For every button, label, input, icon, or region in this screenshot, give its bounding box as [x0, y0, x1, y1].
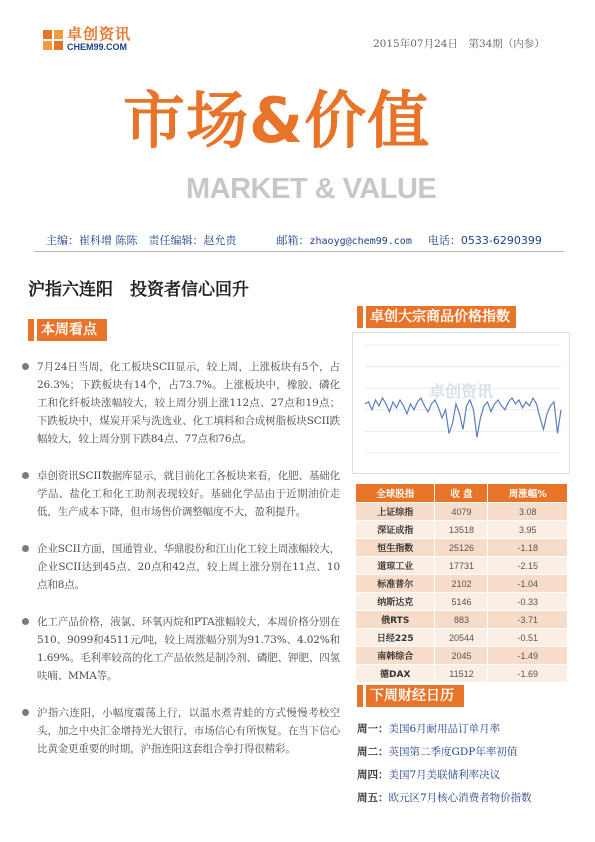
calendar-day: 周一：	[357, 723, 389, 735]
index-name-cell: 上证综指	[356, 503, 435, 521]
change-cell: 3.95	[488, 521, 568, 539]
close-cell: 2045	[435, 647, 488, 665]
chart-watermark: 卓创资讯	[428, 382, 494, 401]
table-header: 收 盘	[435, 484, 488, 503]
list-item	[22, 704, 340, 758]
main-title: 市场&价值	[123, 84, 431, 157]
section-calendar-header	[357, 685, 464, 707]
calendar-day: 周四：	[357, 769, 389, 781]
section-index-header	[357, 306, 516, 328]
close-cell: 883	[435, 611, 488, 629]
close-cell: 17731	[435, 557, 488, 575]
news-text: 企业SCII方面，国通管业、华鼎股份和江山化工较上周涨幅较大，企业SCII达到45点、20点和42点，较上周上涨分别在11点、10点和8点。	[37, 543, 340, 591]
change-cell: -1.69	[488, 665, 568, 683]
calendar-event: 美国7月美联储利率决议	[388, 769, 501, 781]
index-name-cell: 道琼工业	[356, 557, 435, 575]
close-cell: 20544	[435, 629, 488, 647]
email-block	[277, 232, 412, 248]
close-cell: 13518	[435, 521, 488, 539]
table-row	[356, 647, 568, 665]
index-name-cell: 纳斯达克	[356, 593, 435, 611]
list-item	[22, 540, 340, 594]
calendar-item	[357, 787, 569, 810]
calendar-event: 欧元区7月核心消费者物价指数	[388, 792, 532, 804]
list-item	[22, 613, 340, 685]
calendar-item	[357, 718, 569, 741]
change-cell: -1.04	[488, 575, 568, 593]
sub-title: MARKET & VALUE	[186, 173, 437, 205]
index-name-cell: 日经225	[356, 629, 435, 647]
bullet-icon	[22, 363, 29, 370]
change-cell: -2.15	[488, 557, 568, 575]
calendar-day: 周二：	[357, 746, 389, 758]
news-text: 卓创资讯SCII数据库显示，就目前化工各板块来看，化肥、基础化学品、盐化工和化工助剂表现较好。基础化学品由于近期油价走低，生产成本下降，但市场售价调整幅度不大，盈利提升。	[37, 470, 340, 518]
change-cell: 3.08	[488, 503, 568, 521]
bullet-icon	[22, 545, 29, 552]
price-index-chart	[352, 332, 570, 474]
table-row	[356, 611, 568, 629]
change-cell: -3.71	[488, 611, 568, 629]
close-cell: 4079	[435, 503, 488, 521]
logo-cn: 卓创资讯	[67, 25, 132, 43]
bullet-icon	[22, 618, 29, 625]
calendar-item	[357, 764, 569, 787]
table-header-row	[356, 484, 568, 503]
section-bar	[357, 306, 363, 328]
news-text: 沪指六连阳，小幅度震荡上行，以温水煮青蛙的方式慢慢考校空头，加之中央汇金增持光大银行，市场信心有所恢复。在当下信心比黄金更重要的时期，沪指连阳这套组合拳打得很精彩。	[37, 707, 340, 755]
logo-mark-icon	[43, 30, 63, 50]
bullet-icon	[22, 709, 29, 716]
close-cell: 25126	[435, 539, 488, 557]
table-row	[356, 629, 568, 647]
index-name-cell: 俄RTS	[356, 611, 435, 629]
change-cell: -1.18	[488, 539, 568, 557]
table-row	[356, 557, 568, 575]
info-bar	[34, 228, 564, 252]
index-table	[355, 483, 568, 683]
table-row	[356, 521, 568, 539]
section-news-title: 本周看点	[37, 319, 107, 341]
table-row	[356, 539, 568, 557]
issue-info: 2015年07月24日 第34期（内参）	[373, 38, 545, 50]
index-name-cell: 南韩综合	[356, 647, 435, 665]
index-name-cell: 标准普尔	[356, 575, 435, 593]
phone-number: 0533-6290399	[460, 233, 542, 247]
news-list	[22, 358, 340, 777]
table-header: 全球股指	[356, 484, 435, 503]
email-label: 邮箱：	[276, 233, 310, 247]
section-news-header	[28, 319, 107, 341]
index-name-cell: 德DAX	[356, 665, 435, 683]
close-cell: 2102	[435, 575, 488, 593]
change-cell: -0.51	[488, 629, 568, 647]
section-index-title: 卓创大宗商品价格指数	[366, 306, 516, 328]
table-row	[356, 575, 568, 593]
close-cell: 5146	[435, 593, 488, 611]
close-cell: 11512	[435, 665, 488, 683]
editors: 主编：崔科增 陈陈 责任编辑：赵允贵	[46, 233, 237, 247]
calendar-list	[357, 718, 569, 810]
index-name-cell: 恒生指数	[356, 539, 435, 557]
bullet-icon	[22, 472, 29, 479]
table-row	[356, 593, 568, 611]
table-row	[356, 665, 568, 683]
index-name-cell: 深证成指	[356, 521, 435, 539]
calendar-event: 美国6月耐用品订单月率	[388, 723, 501, 735]
news-text: 化工产品价格，液氯、环氧丙烷和PTA涨幅较大，本周价格分别在510、9099和4511元/吨，较上周涨幅分别为91.73%、4.02%和1.69%。毛利率较高的化工产品依然是制冷剂、磷肥、钾肥、四氢呋喃、MMA等。	[37, 616, 340, 682]
headline: 沪指六连阳 投资者信心回升	[28, 280, 249, 300]
table-header: 周涨幅%	[488, 484, 568, 503]
calendar-event: 英国第二季度GDP年率初值	[388, 746, 518, 758]
calendar-item	[357, 741, 569, 764]
table-body	[356, 503, 568, 683]
calendar-day: 周五：	[357, 792, 389, 804]
chart-svg	[353, 333, 569, 473]
section-calendar-title: 下周财经日历	[366, 685, 464, 707]
phone-block	[428, 232, 542, 248]
table-row	[356, 503, 568, 521]
change-cell: -0.33	[488, 593, 568, 611]
list-item	[22, 467, 340, 521]
logo-text	[67, 27, 131, 52]
logo	[43, 27, 131, 52]
section-bar	[28, 319, 34, 341]
logo-en: CHEM99.COM	[67, 42, 128, 52]
section-bar	[357, 685, 363, 707]
news-text: 7月24日当周，化工板块SCII显示，较上周，上涨板块有5个，占26.3%；下跌板块有14个，占73.7%。上涨板块中，橡胶、磷化工和化纤板块涨幅较大，较上周分别上涨112点、27点和19点；下跌板块中，煤炭开采与洗选业、化工填料和合成树脂板块SCII跌幅较大，较上周分别下跌84点、77点和76点。	[37, 361, 340, 445]
change-cell: -1.49	[488, 647, 568, 665]
email-link[interactable]: zhaoyg@chem99.com	[309, 235, 412, 247]
list-item	[22, 358, 340, 448]
phone-label: 电话：	[427, 233, 461, 247]
